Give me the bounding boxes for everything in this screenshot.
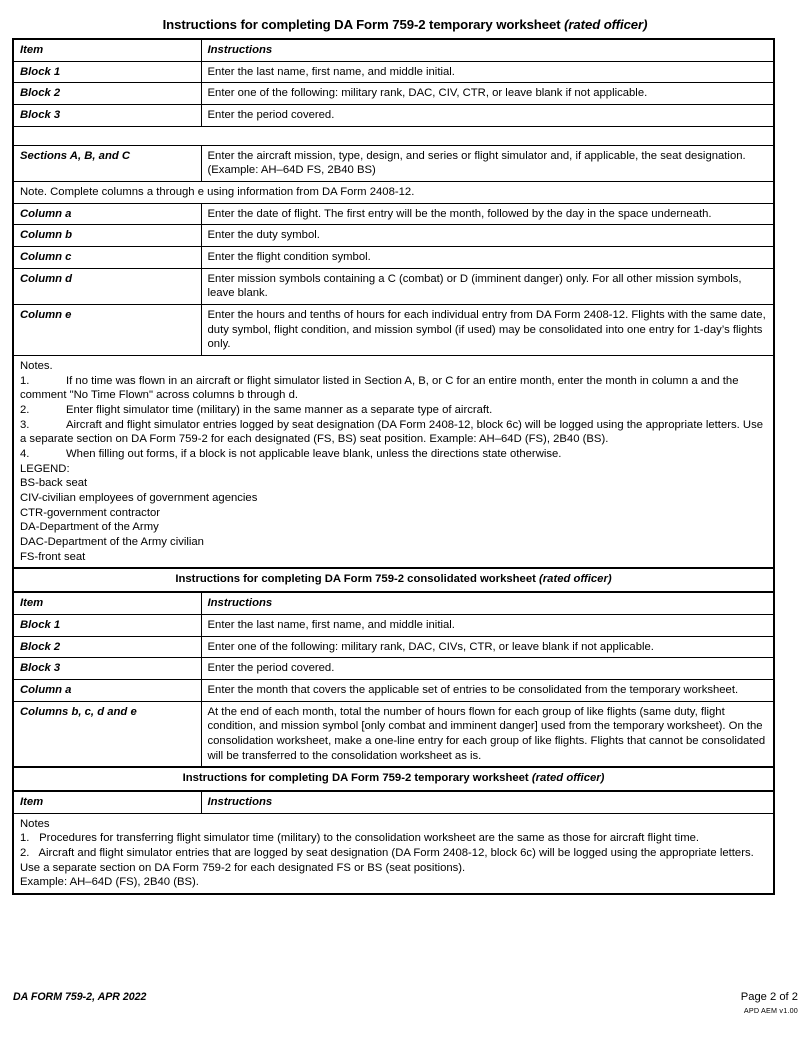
row-item-label: Column a [13, 679, 201, 701]
legend-item: CTR-government contractor [20, 506, 161, 519]
row-item-label: Column b [13, 225, 201, 247]
note-text: Procedures for transferring flight simulator time (military) to the consolidation worksheet are the same as those for aircraft flight time. [39, 832, 700, 845]
section-title-text: Instructions for completing DA Form 759-2 consolidated worksheet [175, 573, 536, 586]
column-header-item: Item [13, 39, 201, 61]
row-instruction: Enter the duty symbol. [201, 225, 774, 247]
table-row [13, 679, 774, 701]
section-title-qualifier: (rated officer) [531, 772, 605, 785]
table-row [13, 83, 774, 105]
notes-row [13, 356, 774, 569]
row-item-label: Block 2 [13, 83, 201, 105]
notes-cell [13, 356, 774, 569]
table-row [13, 145, 774, 181]
page-title-qualifier: (rated officer) [564, 17, 648, 32]
row-item-label: Sections A, B, and C [13, 145, 201, 181]
note-item [20, 403, 768, 418]
table-row [13, 614, 774, 636]
section-title-qualifier: (rated officer) [539, 573, 612, 586]
note-number: 2. [20, 846, 30, 859]
note-number: 2. [20, 404, 30, 417]
footer-apd-version: APD AEM v1.00 [743, 1006, 798, 1015]
row-instruction: At the end of each month, total the number of hours flown for each group of like flights (same duty, flight condition, and mission symbol [only combat and imminent danger] used from the temporary worksheet). On the consolidation worksheet, make a one-line entry for each group of like flights. Flights that cannot be consolidated will be transferred to the consolidation worksheet as is. [201, 701, 774, 767]
row-instruction: Enter one of the following: military rank, DAC, CIV, CTR, or leave blank if not applicable. [201, 83, 774, 105]
note-example: Example: AH–64D (FS), 2B40 (BS). [20, 876, 199, 889]
table-row [13, 247, 774, 269]
footer-form-id: DA FORM 759-2, APR 2022 [13, 991, 147, 1003]
table-spacer-row [13, 126, 774, 145]
note-number: 3. [20, 418, 30, 431]
row-instruction: Enter the aircraft mission, type, design, and series or flight simulator and, if applicable, the seat designation. (Example: AH–64D FS, 2B40 BS) [201, 145, 774, 181]
note-text: Aircraft and flight simulator entries that are logged by seat designation (DA Form 2408-12, block 6c) will be logged using the appropriate letters. Use a separate section on DA Form 759-2 for each designated FS or BS (seat positions). [20, 846, 757, 874]
table-header-row [13, 39, 774, 61]
row-item-label: Column a [13, 203, 201, 225]
notes-row [13, 813, 774, 894]
page-footer [12, 991, 798, 1031]
column-header-instructions: Instructions [201, 791, 774, 813]
section-title-temporary-2 [13, 767, 774, 791]
section-title-row-temporary-2 [13, 767, 774, 791]
table-row [13, 61, 774, 83]
legend-item: BS-back seat [20, 477, 88, 490]
row-instruction: Enter the hours and tenths of hours for each individual entry from DA Form 2408-12. Flights with the same date, duty symbol, flight condition, and mission symbol (if used) may be consolidated into one entry for 1-day’s flights only. [201, 305, 774, 356]
note-item [20, 831, 768, 846]
table-row [13, 225, 774, 247]
row-item-label: Block 1 [13, 61, 201, 83]
table-row [13, 701, 774, 767]
note-number: 1. [20, 832, 30, 845]
column-header-item: Item [13, 791, 201, 813]
row-instruction: Enter the period covered. [201, 658, 774, 680]
row-item-label: Block 1 [13, 614, 201, 636]
row-item-label: Block 3 [13, 105, 201, 127]
footer-right-group [741, 991, 798, 1015]
notes-cell [13, 813, 774, 894]
note-text: Aircraft and flight simulator entries logged by seat designation (DA Form 2408-12, block 6c) will be logged using the appropriate letters. Use a separate section on DA Form 759-2 for each designated (FS, BS) seat position. Example: AH–64D (FS), 2B40 (BS). [20, 418, 767, 446]
note-text: Enter flight simulator time (military) in the same manner as a separate type of aircraft. [66, 404, 493, 417]
row-item-label: Column d [13, 268, 201, 304]
legend-item: CIV-civilian employees of government agencies [20, 492, 258, 505]
note-item [20, 447, 768, 462]
section-title-text: Instructions for completing DA Form 759-2 temporary worksheet [182, 772, 529, 785]
row-item-label: Block 2 [13, 636, 201, 658]
row-item-label: Block 3 [13, 658, 201, 680]
legend-item: DAC-Department of the Army civilian [20, 536, 204, 549]
spacer-cell [13, 126, 774, 145]
note-text: When filling out forms, if a block is not applicable leave blank, unless the directions state otherwise. [66, 448, 562, 461]
row-item-label: Columns b, c, d and e [13, 701, 201, 767]
row-instruction: Enter the flight condition symbol. [201, 247, 774, 269]
legend-heading: LEGEND: [20, 462, 70, 475]
note-text: If no time was flown in an aircraft or flight simulator listed in Section A, B, or C for an entire month, enter the month in column a and the comment "No Time Flown" across columns b through d. [20, 374, 742, 402]
note-number: 1. [20, 374, 30, 387]
note-item [20, 374, 768, 403]
row-instruction: Enter the period covered. [201, 105, 774, 127]
column-header-instructions: Instructions [201, 592, 774, 614]
table-row [13, 305, 774, 356]
legend-item: DA-Department of the Army [20, 521, 159, 534]
table-row [13, 203, 774, 225]
note-item [20, 846, 768, 875]
row-instruction: Enter one of the following: military rank, DAC, CIVs, CTR, or leave blank if not applicable. [201, 636, 774, 658]
page-title [12, 17, 798, 32]
footer-page-number: Page 2 of 2 [740, 991, 798, 1003]
table-temporary-worksheet [12, 38, 775, 895]
table-header-row [13, 791, 774, 813]
note-complete-columns: Note. Complete columns a through e using information from DA Form 2408-12. [13, 182, 774, 204]
row-item-label: Column c [13, 247, 201, 269]
page-title-text: Instructions for completing DA Form 759-2 temporary worksheet [162, 17, 561, 32]
document-page [0, 17, 810, 1041]
notes-heading: Notes [20, 817, 50, 830]
note-number: 4. [20, 448, 30, 461]
column-header-instructions: Instructions [201, 39, 774, 61]
notes-heading: Notes. [20, 360, 53, 373]
row-instruction: Enter the month that covers the applicable set of entries to be consolidated from the temporary worksheet. [201, 679, 774, 701]
row-instruction: Enter the last name, first name, and middle initial. [201, 61, 774, 83]
legend-item: FS-front seat [20, 550, 86, 563]
table-row [13, 105, 774, 127]
row-item-label: Column e [13, 305, 201, 356]
row-instruction: Enter mission symbols containing a C (combat) or D (imminent danger) only. For all other mission symbols, leave blank. [201, 268, 774, 304]
table-header-row [13, 592, 774, 614]
table-row [13, 268, 774, 304]
section-title-row-consolidated [13, 568, 774, 592]
table-note-row [13, 182, 774, 204]
row-instruction: Enter the last name, first name, and middle initial. [201, 614, 774, 636]
table-row [13, 658, 774, 680]
table-row [13, 636, 774, 658]
note-item [20, 418, 768, 447]
section-title-consolidated [13, 568, 774, 592]
column-header-item: Item [13, 592, 201, 614]
row-instruction: Enter the date of flight. The first entry will be the month, followed by the day in the space underneath. [201, 203, 774, 225]
